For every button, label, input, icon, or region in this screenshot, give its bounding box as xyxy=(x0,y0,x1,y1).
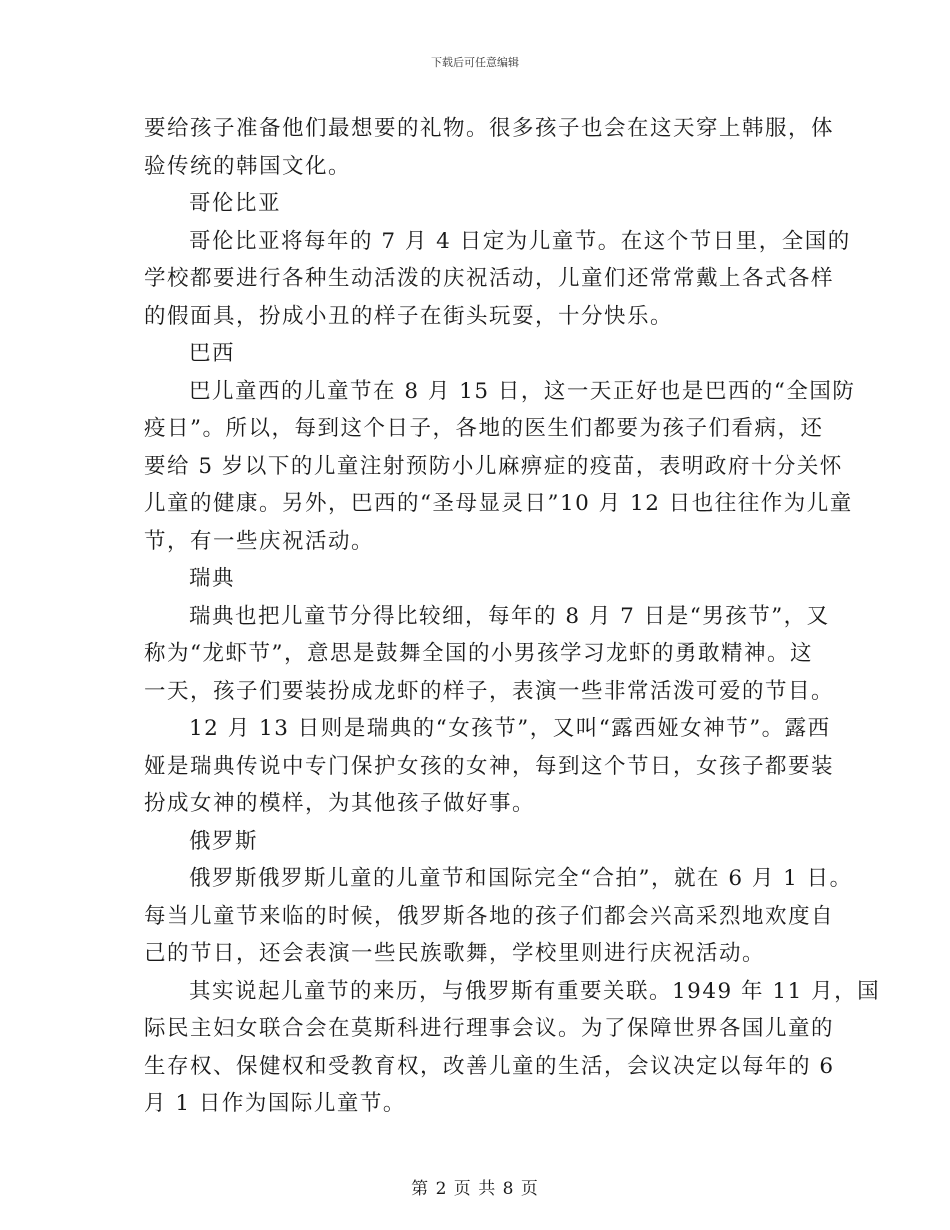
text-line: 每当儿童节来临的时候，俄罗斯各地的孩子们都会兴高采烈地欢度自 xyxy=(144,903,835,929)
text-line: 瑞典 xyxy=(189,566,236,591)
text-line: 哥伦比亚 xyxy=(189,191,282,216)
text-line: 学校都要进行各种生动活泼的庆祝活动，儿童们还常常戴上各式各样 xyxy=(144,266,835,291)
text-line: 俄罗斯 xyxy=(189,828,259,854)
text-line: 生存权、保健权和受教育权，改善儿童的生活，会议决定以每年的 6 xyxy=(144,1053,835,1079)
text-line: 12 月 13 日则是瑞典的“女孩节”，又叫“露西娅女神节”。露西 xyxy=(189,716,831,741)
document-body xyxy=(144,110,881,1123)
text-line: 己的节日，还会表演一些民族歌舞，学校里则进行庆祝活动。 xyxy=(144,941,766,966)
page-footer: 第 2 页 共 8 页 xyxy=(411,1179,539,1199)
text-line: 要给孩子准备他们最想要的礼物。很多孩子也会在这天穿上韩服，体 xyxy=(144,116,835,141)
text-line: 节，有一些庆祝活动。 xyxy=(144,528,375,554)
text-line: 巴西 xyxy=(189,341,236,366)
text-line: 的假面具，扮成小丑的样子在街头玩耍，十分快乐。 xyxy=(144,303,674,329)
text-line: 一天，孩子们要装扮成龙虾的样子，表演一些非常活泼可爱的节目。 xyxy=(144,678,835,704)
page-header: 下载后可任意编辑 xyxy=(431,56,519,69)
text-line: 扮成女神的模样，为其他孩子做好事。 xyxy=(144,791,536,816)
text-line: 其实说起儿童节的来历，与俄罗斯有重要关联。1949 年 11 月，国 xyxy=(189,978,881,1004)
text-line: 际民主妇女联合会在莫斯科进行理事会议。为了保障世界各国儿童的 xyxy=(144,1016,835,1041)
text-line: 疫日”。所以，每到这个日子，各地的医生们都要为孩子们看病，还 xyxy=(144,416,824,441)
text-line: 哥伦比亚将每年的 7 月 4 日定为儿童节。在这个节日里，全国的 xyxy=(189,228,851,254)
text-line: 俄罗斯俄罗斯儿童的儿童节和国际完全“合拍”，就在 6 月 1 日。 xyxy=(189,866,853,891)
text-line: 瑞典也把儿童节分得比较细，每年的 8 月 7 日是“男孩节”，又 xyxy=(189,603,830,629)
text-line: 月 1 日作为国际儿童节。 xyxy=(144,1091,406,1116)
text-line: 称为“龙虾节”，意思是鼓舞全国的小男孩学习龙虾的勇敢精神。这 xyxy=(144,641,813,666)
text-line: 要给 5 岁以下的儿童注射预防小儿麻痹症的疫苗，表明政府十分关怀 xyxy=(144,453,843,479)
text-line: 验传统的韩国文化。 xyxy=(144,153,352,179)
text-line: 娅是瑞典传说中专门保护女孩的女神，每到这个节日，女孩子都要装 xyxy=(144,753,835,779)
text-line: 巴儿童西的儿童节在 8 月 15 日，这一天正好也是巴西的“全国防 xyxy=(189,378,856,404)
text-line: 儿童的健康。另外，巴西的“圣母显灵日”10 月 12 日也往往作为儿童 xyxy=(144,491,853,516)
